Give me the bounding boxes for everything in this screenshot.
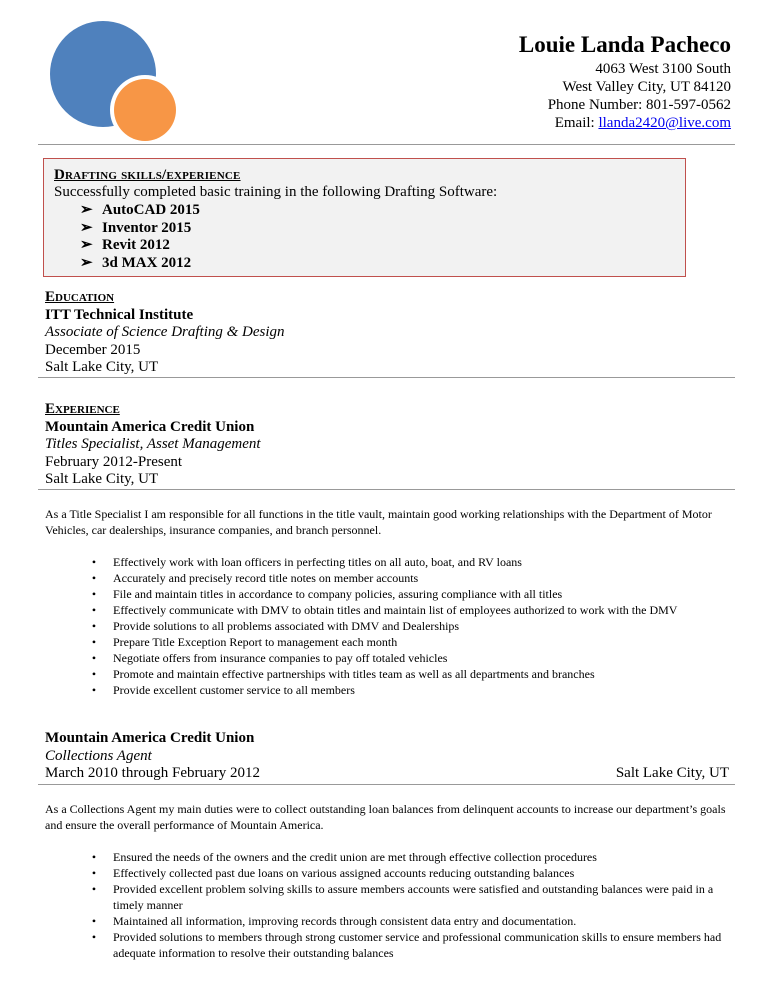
education-title: Education <box>45 289 115 305</box>
bullet-icon: • <box>91 571 97 585</box>
bullet-icon: • <box>91 603 97 617</box>
address-line-1: 4063 West 3100 South <box>595 61 731 77</box>
address-line-2: West Valley City, UT 84120 <box>562 79 731 95</box>
experience-title: Experience <box>45 401 120 417</box>
job1-divider <box>38 489 735 490</box>
list-item: • Effectively communicate with DMV to obtain titles and maintain list of employees authorized to work with the DMV <box>89 602 729 618</box>
arrow-bullet-icon: ➢ <box>80 237 93 253</box>
list-item: • Provide excellent customer service to all members <box>89 682 729 698</box>
email-label: Email: <box>554 115 599 131</box>
list-item: • Effectively work with loan officers in perfecting titles on all auto, boat, and RV loans <box>89 554 729 570</box>
bullet-icon: • <box>91 930 97 944</box>
bullet-icon: • <box>91 619 97 633</box>
bullet-icon: • <box>91 882 97 896</box>
email-line <box>519 114 731 132</box>
bullet-icon: • <box>91 866 97 880</box>
job1-duties-list <box>89 554 729 698</box>
applicant-name: Louie Landa Pacheco <box>518 32 731 57</box>
arrow-bullet-icon: ➢ <box>80 219 93 236</box>
job1-role: Titles Specialist, Asset Management <box>45 436 261 452</box>
job2-location: Salt Lake City, UT <box>615 765 729 781</box>
skill-item: ➢ Inventor 2015 <box>80 219 192 236</box>
job2-duties-list <box>89 849 729 961</box>
bullet-icon: • <box>91 587 97 601</box>
orange-circle-graphic <box>110 75 180 145</box>
arrow-bullet-icon: ➢ <box>80 254 93 271</box>
list-item: • Accurately and precisely record title notes on member accounts <box>89 570 729 586</box>
phone-number: Phone Number: 801-597-0562 <box>547 97 731 113</box>
education-divider <box>38 377 735 378</box>
list-item: • Provided excellent problem solving skills to assure members accounts were satisfied and outstanding balances were paid in a timely manner <box>89 881 729 913</box>
list-item: • Ensured the needs of the owners and the credit union are met through effective collection procedures <box>89 849 729 865</box>
bullet-icon: • <box>91 683 97 697</box>
job2-role: Collections Agent <box>45 748 152 764</box>
list-item: • Prepare Title Exception Report to management each month <box>89 634 729 650</box>
skills-title: Drafting skills/experience <box>54 167 241 183</box>
email-link[interactable]: llanda2420@live.com <box>598 115 731 131</box>
contact-header <box>519 30 731 132</box>
bullet-icon: • <box>91 667 97 681</box>
job2-dates: March 2010 through February 2012 <box>45 765 260 781</box>
job2-summary: As a Collections Agent my main duties were to collect outstanding loan balances from delinquent accounts to increase our department’s goals and ensure the overall performance of Mountain America. <box>45 802 726 832</box>
skill-item: ➢ Revit 2012 <box>80 237 170 253</box>
list-item: • Negotiate offers from insurance companies to pay off totaled vehicles <box>89 650 729 666</box>
job1-location: Salt Lake City, UT <box>45 471 159 487</box>
education-school: ITT Technical Institute <box>45 307 194 323</box>
skills-list <box>80 202 200 272</box>
job1-dates: February 2012-Present <box>45 454 183 470</box>
drafting-skills-box <box>43 158 686 277</box>
bullet-icon: • <box>91 914 97 928</box>
list-item: • Maintained all information, improving records through consistent data entry and documentation. <box>89 913 729 929</box>
job1-company: Mountain America Credit Union <box>45 419 255 435</box>
skill-item: ➢ 3d MAX 2012 <box>80 254 192 271</box>
job2-company: Mountain America Credit Union <box>45 730 255 746</box>
bullet-icon: • <box>91 555 97 569</box>
bullet-icon: • <box>91 651 97 665</box>
list-item: • Promote and maintain effective partnerships with titles team as well as all departments and branches <box>89 666 729 682</box>
bullet-icon: • <box>91 635 97 649</box>
arrow-bullet-icon: ➢ <box>80 202 93 218</box>
list-item: • Provided solutions to members through strong customer service and professional communication skills to ensure members had adequate information to resolve their outstanding balances <box>89 929 729 961</box>
skill-item: ➢ AutoCAD 2015 <box>80 202 200 218</box>
list-item: • Effectively collected past due loans on various assigned accounts reducing outstanding balances <box>89 865 729 881</box>
education-location: Salt Lake City, UT <box>45 359 159 375</box>
education-degree: Associate of Science Drafting & Design <box>45 324 285 340</box>
list-item: • Provide solutions to all problems associated with DMV and Dealerships <box>89 618 729 634</box>
header-divider <box>38 144 735 145</box>
list-item: • File and maintain titles in accordance to company policies, assuring compliance with all titles <box>89 586 729 602</box>
bullet-icon: • <box>91 850 97 864</box>
education-date: December 2015 <box>45 342 141 358</box>
skills-intro: Successfully completed basic training in the following Drafting Software: <box>54 184 498 200</box>
job2-divider <box>38 784 735 785</box>
job1-summary: As a Title Specialist I am responsible for all functions in the title vault, maintain good working relationships with the Department of Motor Vehicles, car dealerships, insurance companies, and branch personnel. <box>45 507 712 537</box>
